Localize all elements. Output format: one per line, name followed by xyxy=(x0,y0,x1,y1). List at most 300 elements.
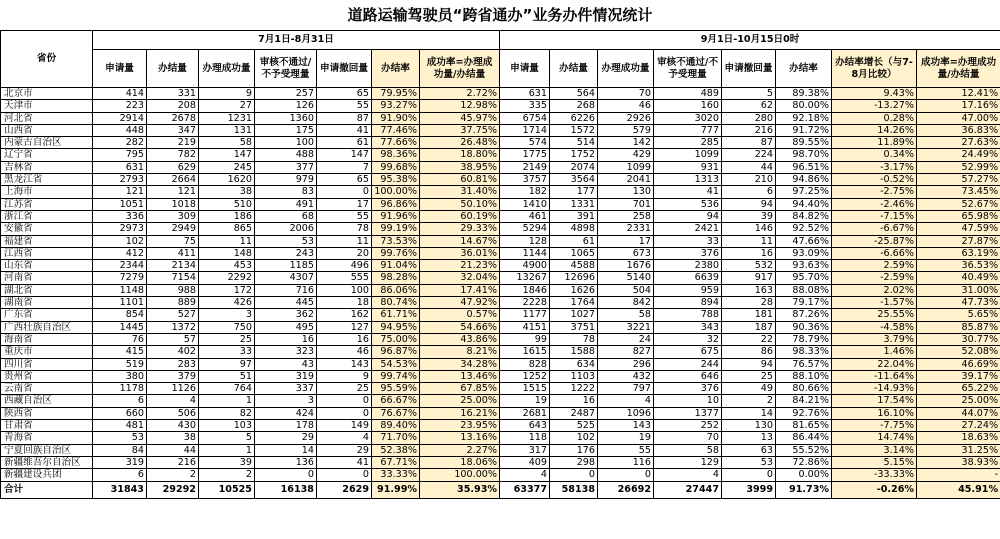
table-cell: 44.07% xyxy=(917,407,1000,419)
table-cell: 2331 xyxy=(598,223,654,235)
table-cell: 6754 xyxy=(500,112,550,124)
province-cell: 甘肃省 xyxy=(1,420,93,432)
table-cell: 78 xyxy=(550,333,598,345)
table-cell: 63.19% xyxy=(917,247,1000,259)
table-cell: 9.43% xyxy=(832,88,917,100)
table-cell: 1372 xyxy=(147,321,199,333)
table-cell: 44 xyxy=(147,444,199,456)
table-cell: 519 xyxy=(93,358,147,370)
table-cell: 100 xyxy=(317,284,372,296)
table-cell: 5294 xyxy=(500,223,550,235)
table-cell: 14.74% xyxy=(832,432,917,444)
table-cell: 65.98% xyxy=(917,210,1000,222)
table-cell: 80.66% xyxy=(776,383,832,395)
province-cell: 内蒙古自治区 xyxy=(1,137,93,149)
province-cell: 广东省 xyxy=(1,309,93,321)
table-cell: 84.21% xyxy=(776,395,832,407)
table-cell: 14 xyxy=(722,407,776,419)
col-header: 成功率=办理成功量/办结量 xyxy=(917,50,1000,88)
table-cell: 18.80% xyxy=(420,149,500,161)
table-cell: 491 xyxy=(255,198,317,210)
province-cell: 宁夏回族自治区 xyxy=(1,444,93,456)
table-cell: 26692 xyxy=(598,481,654,498)
table-cell: 532 xyxy=(722,260,776,272)
table-cell: 16 xyxy=(255,333,317,345)
table-cell: 1360 xyxy=(255,112,317,124)
table-cell: 3.79% xyxy=(832,333,917,345)
table-cell: 2664 xyxy=(147,174,199,186)
table-cell: 176 xyxy=(550,444,598,456)
table-cell: 931 xyxy=(654,161,722,173)
table-cell: 489 xyxy=(654,88,722,100)
table-cell: 481 xyxy=(93,420,147,432)
table-cell: 49 xyxy=(722,383,776,395)
table-cell: 80.74% xyxy=(372,297,420,309)
table-cell: 2380 xyxy=(654,260,722,272)
table-cell: 87.26% xyxy=(776,309,832,321)
table-cell: 91.04% xyxy=(372,260,420,272)
table-cell: 514 xyxy=(550,137,598,149)
table-cell: 6226 xyxy=(550,112,598,124)
province-cell: 吉林省 xyxy=(1,161,93,173)
table-cell: 495 xyxy=(255,321,317,333)
table-cell: 1676 xyxy=(598,260,654,272)
table-cell: 33.33% xyxy=(372,469,420,481)
table-cell: 94.40% xyxy=(776,198,832,210)
table-cell: 5 xyxy=(722,88,776,100)
table-cell: 45.91% xyxy=(917,481,1000,498)
table-cell: 6 xyxy=(722,186,776,198)
table-row xyxy=(1,124,1000,136)
table-cell: 36.01% xyxy=(420,247,500,259)
table-cell: 27 xyxy=(199,100,255,112)
table-cell: -33.33% xyxy=(832,469,917,481)
table-cell: 1313 xyxy=(654,174,722,186)
table-cell: 788 xyxy=(654,309,722,321)
table-cell: 94 xyxy=(722,358,776,370)
table-cell: 0 xyxy=(255,469,317,481)
table-cell: -25.87% xyxy=(832,235,917,247)
table-cell: 82 xyxy=(199,407,255,419)
table-cell: -6.66% xyxy=(832,247,917,259)
table-cell: 3 xyxy=(255,395,317,407)
province-cell: 新疆建设兵团 xyxy=(1,469,93,481)
table-cell: 24.49% xyxy=(917,149,1000,161)
table-cell: 57 xyxy=(147,333,199,345)
table-cell: 527 xyxy=(147,309,199,321)
table-cell: 94.86% xyxy=(776,174,832,186)
table-cell: 298 xyxy=(550,456,598,468)
table-cell: 2149 xyxy=(500,161,550,173)
table-cell: 32 xyxy=(654,333,722,345)
table-cell: 317 xyxy=(500,444,550,456)
table-cell: 73.45% xyxy=(917,186,1000,198)
table-cell: 78 xyxy=(317,223,372,235)
province-cell: 江苏省 xyxy=(1,198,93,210)
col-header: 申请撤回量 xyxy=(317,50,372,88)
table-cell: 11.89% xyxy=(832,137,917,149)
table-cell: -13.27% xyxy=(832,100,917,112)
table-cell: 130 xyxy=(722,420,776,432)
table-cell: 988 xyxy=(147,284,199,296)
table-cell: 1148 xyxy=(93,284,147,296)
table-cell: 1 xyxy=(199,395,255,407)
table-cell: 38 xyxy=(147,432,199,444)
table-cell: 3757 xyxy=(500,174,550,186)
table-cell: 27447 xyxy=(654,481,722,498)
table-cell: 319 xyxy=(255,370,317,382)
table-cell: 854 xyxy=(93,309,147,321)
table-cell: 41 xyxy=(317,456,372,468)
table-cell: 17 xyxy=(317,198,372,210)
table-cell: 1572 xyxy=(550,124,598,136)
table-cell: 60.19% xyxy=(420,210,500,222)
table-cell: 83 xyxy=(255,186,317,198)
province-cell: 辽宁省 xyxy=(1,149,93,161)
table-cell: 1099 xyxy=(598,161,654,173)
table-cell: 285 xyxy=(654,137,722,149)
province-cell: 安徽省 xyxy=(1,223,93,235)
table-cell: 0.00% xyxy=(776,469,832,481)
table-cell: 162 xyxy=(317,309,372,321)
table-cell: 8.21% xyxy=(420,346,500,358)
table-cell: 5.15% xyxy=(832,456,917,468)
table-cell: 782 xyxy=(147,149,199,161)
table-cell: -2.59% xyxy=(832,272,917,284)
table-cell: 343 xyxy=(654,321,722,333)
table-cell: 1185 xyxy=(255,260,317,272)
table-cell: 102 xyxy=(93,235,147,247)
table-cell: 96.86% xyxy=(372,198,420,210)
table-cell: 55.52% xyxy=(776,444,832,456)
table-cell: 172 xyxy=(199,284,255,296)
table-cell: 379 xyxy=(147,370,199,382)
table-cell: 2 xyxy=(199,469,255,481)
table-cell: 1051 xyxy=(93,198,147,210)
table-cell: 41 xyxy=(654,186,722,198)
period2-header: 9月1日-10月15日0时 xyxy=(500,31,1000,50)
table-cell: 63377 xyxy=(500,481,550,498)
table-cell: 92.76% xyxy=(776,407,832,419)
table-cell: 1099 xyxy=(654,149,722,161)
table-cell: 34.28% xyxy=(420,358,500,370)
table-cell: 2793 xyxy=(93,174,147,186)
table-cell: 376 xyxy=(654,247,722,259)
table-cell: 149 xyxy=(317,420,372,432)
table-cell: 131 xyxy=(199,124,255,136)
table-cell: 2 xyxy=(722,395,776,407)
table-cell: 98.36% xyxy=(372,149,420,161)
table-cell: 634 xyxy=(550,358,598,370)
table-cell: 39 xyxy=(199,456,255,468)
table-cell: 54.66% xyxy=(420,321,500,333)
table-cell: 1615 xyxy=(500,346,550,358)
table-cell: 797 xyxy=(598,383,654,395)
table-cell: -2.46% xyxy=(832,198,917,210)
table-cell: 91.96% xyxy=(372,210,420,222)
table-row xyxy=(1,358,1000,370)
table-row xyxy=(1,444,1000,456)
table-row xyxy=(1,309,1000,321)
table-cell: 1101 xyxy=(93,297,147,309)
col-header: 办结率 xyxy=(776,50,832,88)
table-cell: 282 xyxy=(93,137,147,149)
table-cell: 223 xyxy=(93,100,147,112)
table-cell: 2.27% xyxy=(420,444,500,456)
table-cell: 94 xyxy=(722,198,776,210)
table-cell: 5140 xyxy=(598,272,654,284)
table-cell: 865 xyxy=(199,223,255,235)
table-row xyxy=(1,100,1000,112)
table-cell: 2041 xyxy=(598,174,654,186)
table-cell: 91.90% xyxy=(372,112,420,124)
table-cell: 87 xyxy=(722,137,776,149)
table-cell: 31.40% xyxy=(420,186,500,198)
table-cell: -2.75% xyxy=(832,186,917,198)
table-cell: 87 xyxy=(317,112,372,124)
table-cell: 40.49% xyxy=(917,272,1000,284)
table-cell: 0 xyxy=(317,407,372,419)
table-cell: 504 xyxy=(598,284,654,296)
table-cell: 12696 xyxy=(550,272,598,284)
table-cell: 827 xyxy=(598,346,654,358)
table-cell: 426 xyxy=(199,297,255,309)
table-cell: 186 xyxy=(199,210,255,222)
table-cell: 3.14% xyxy=(832,444,917,456)
table-cell: 60.81% xyxy=(420,174,500,186)
table-cell: 91.99% xyxy=(372,481,420,498)
table-cell: 93.63% xyxy=(776,260,832,272)
table-cell: 45.97% xyxy=(420,112,500,124)
province-cell: 合计 xyxy=(1,481,93,498)
table-cell: 99 xyxy=(500,333,550,345)
table-cell: 1445 xyxy=(93,321,147,333)
table-cell: 252 xyxy=(654,420,722,432)
col-header: 成功率=办理成功量/办结量 xyxy=(420,50,500,88)
table-cell: 6639 xyxy=(654,272,722,284)
table-cell: 536 xyxy=(654,198,722,210)
table-cell: 129 xyxy=(654,456,722,468)
table-cell: 631 xyxy=(500,88,550,100)
table-cell: 0 xyxy=(317,395,372,407)
table-cell: 1331 xyxy=(550,198,598,210)
table-cell: 127 xyxy=(317,321,372,333)
table-cell: 55 xyxy=(317,210,372,222)
table-cell: 95.59% xyxy=(372,383,420,395)
table-cell: 1410 xyxy=(500,198,550,210)
page-title: 道路运输驾驶员“跨省通办”业务办件情况统计 xyxy=(347,6,653,24)
col-header: 办理成功量 xyxy=(199,50,255,88)
table-cell: 2629 xyxy=(317,481,372,498)
table-cell: 39 xyxy=(722,210,776,222)
table-cell: 121 xyxy=(147,186,199,198)
period1-header: 7月1日-8月31日 xyxy=(93,31,500,50)
table-cell: 61 xyxy=(317,137,372,149)
table-cell: 94.95% xyxy=(372,321,420,333)
table-cell: 54.53% xyxy=(372,358,420,370)
table-cell: 0 xyxy=(317,186,372,198)
table-cell: 136 xyxy=(255,456,317,468)
table-cell: 4 xyxy=(654,469,722,481)
table-cell: 81.65% xyxy=(776,420,832,432)
table-cell: 424 xyxy=(255,407,317,419)
col-header: 办结量 xyxy=(550,50,598,88)
col-header: 审核不通过/不予受理量 xyxy=(654,50,722,88)
province-cell: 青海省 xyxy=(1,432,93,444)
table-cell: 84.82% xyxy=(776,210,832,222)
table-cell: 18 xyxy=(317,297,372,309)
province-cell: 山东省 xyxy=(1,260,93,272)
table-cell: 67.85% xyxy=(420,383,500,395)
table-cell: 121 xyxy=(93,186,147,198)
table-cell: 13 xyxy=(722,432,776,444)
table-cell: 51 xyxy=(199,370,255,382)
table-row xyxy=(1,333,1000,345)
table-cell: 118 xyxy=(500,432,550,444)
table-cell: 1018 xyxy=(147,198,199,210)
table-cell: 3 xyxy=(199,309,255,321)
table-cell: 0 xyxy=(550,469,598,481)
table-cell: 177 xyxy=(550,186,598,198)
table-cell: 4 xyxy=(598,395,654,407)
table-cell: 14 xyxy=(255,444,317,456)
table-cell: 716 xyxy=(255,284,317,296)
table-cell: 19 xyxy=(500,395,550,407)
table-cell: 1.46% xyxy=(832,346,917,358)
table-cell: 701 xyxy=(598,198,654,210)
table-cell: 58138 xyxy=(550,481,598,498)
table-cell: 1620 xyxy=(199,174,255,186)
table-cell: 26.48% xyxy=(420,137,500,149)
table-cell: 52.08% xyxy=(917,346,1000,358)
table-cell: 61 xyxy=(550,235,598,247)
table-cell: 9 xyxy=(199,88,255,100)
table-cell: 377 xyxy=(255,161,317,173)
table-cell: 142 xyxy=(598,137,654,149)
table-row xyxy=(1,432,1000,444)
table-cell: 29 xyxy=(317,444,372,456)
table-cell: 0 xyxy=(317,469,372,481)
table-cell: 10525 xyxy=(199,481,255,498)
table-row xyxy=(1,210,1000,222)
table-row xyxy=(1,395,1000,407)
table-cell: 38.93% xyxy=(917,456,1000,468)
table-cell: 55 xyxy=(598,444,654,456)
table-cell: 2914 xyxy=(93,112,147,124)
table-cell: 268 xyxy=(550,100,598,112)
table-cell: 10 xyxy=(654,395,722,407)
province-header: 省份 xyxy=(1,31,93,88)
table-cell: 17.54% xyxy=(832,395,917,407)
table-cell: 61.71% xyxy=(372,309,420,321)
table-cell: 90.36% xyxy=(776,321,832,333)
province-cell: 湖北省 xyxy=(1,284,93,296)
table-cell: 178 xyxy=(255,420,317,432)
province-cell: 湖南省 xyxy=(1,297,93,309)
table-cell: 39.17% xyxy=(917,370,1000,382)
table-cell: 283 xyxy=(147,358,199,370)
table-cell: 750 xyxy=(199,321,255,333)
province-cell: 浙江省 xyxy=(1,210,93,222)
table-cell: 163 xyxy=(722,284,776,296)
table-cell: 22 xyxy=(722,333,776,345)
table-cell: 6 xyxy=(93,395,147,407)
table-row xyxy=(1,407,1000,419)
table-cell: 86.44% xyxy=(776,432,832,444)
table-cell: -3.17% xyxy=(832,161,917,173)
table-cell: 80.00% xyxy=(776,100,832,112)
table-cell: 33 xyxy=(199,346,255,358)
table-cell: -0.52% xyxy=(832,174,917,186)
col-header: 办结率 xyxy=(372,50,420,88)
table-cell: 16.21% xyxy=(420,407,500,419)
table-cell: 53 xyxy=(255,235,317,247)
table-row xyxy=(1,235,1000,247)
table-cell: 47.59% xyxy=(917,223,1000,235)
province-cell: 广西壮族自治区 xyxy=(1,321,93,333)
province-cell: 新疆维吾尔自治区 xyxy=(1,456,93,468)
table-row xyxy=(1,420,1000,432)
table-cell: 96.51% xyxy=(776,161,832,173)
table-cell: 62 xyxy=(722,100,776,112)
table-cell: 14.67% xyxy=(420,235,500,247)
table-cell: 24 xyxy=(598,333,654,345)
table-cell: 23.95% xyxy=(420,420,500,432)
table-cell: 126 xyxy=(255,100,317,112)
table-cell: 2487 xyxy=(550,407,598,419)
table-cell: 673 xyxy=(598,247,654,259)
table-cell: 65.22% xyxy=(917,383,1000,395)
table-cell: 16 xyxy=(722,247,776,259)
table-cell: 3564 xyxy=(550,174,598,186)
table-cell: 77.66% xyxy=(372,137,420,149)
table-cell: 210 xyxy=(722,174,776,186)
table-row xyxy=(1,456,1000,468)
table-cell: 4151 xyxy=(500,321,550,333)
province-cell: 云南省 xyxy=(1,383,93,395)
table-cell: 2973 xyxy=(93,223,147,235)
table-cell: 36.53% xyxy=(917,260,1000,272)
table-cell: 660 xyxy=(93,407,147,419)
table-cell: 2292 xyxy=(199,272,255,284)
table-cell: 30.77% xyxy=(917,333,1000,345)
table-cell: 91.72% xyxy=(776,124,832,136)
province-cell: 黑龙江省 xyxy=(1,174,93,186)
table-cell: 47.73% xyxy=(917,297,1000,309)
table-cell: -6.67% xyxy=(832,223,917,235)
table-cell: 76.67% xyxy=(372,407,420,419)
table-cell: 17 xyxy=(598,235,654,247)
table-cell: 579 xyxy=(598,124,654,136)
table-cell: 116 xyxy=(598,456,654,468)
table-cell: 4307 xyxy=(255,272,317,284)
table-cell: 5.65% xyxy=(917,309,1000,321)
table-cell: 25 xyxy=(722,370,776,382)
table-cell: 1027 xyxy=(550,309,598,321)
table-cell: 402 xyxy=(147,346,199,358)
province-cell: 福建省 xyxy=(1,235,93,247)
table-cell: 77.46% xyxy=(372,124,420,136)
table-cell: 57.27% xyxy=(917,174,1000,186)
table-cell: 47.00% xyxy=(917,112,1000,124)
table-cell: 16.10% xyxy=(832,407,917,419)
table-cell: 4900 xyxy=(500,260,550,272)
table-cell: 95.70% xyxy=(776,272,832,284)
table-cell: 70 xyxy=(598,88,654,100)
table-cell: 917 xyxy=(722,272,776,284)
table-cell: 31.25% xyxy=(917,444,1000,456)
table-cell: 4898 xyxy=(550,223,598,235)
